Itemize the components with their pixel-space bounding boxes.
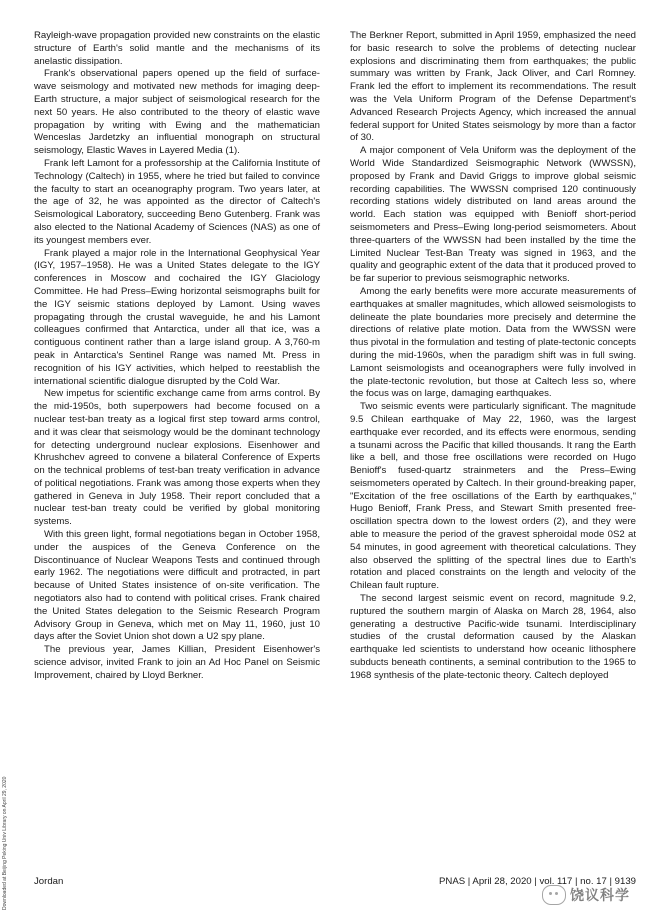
paragraph: New impetus for scientific exchange came from arms control. By the mid-1950s, both superpowers had become focused on a nuclear test-ban treaty as a logical first step toward arms control, and it was clear that seismology would be the dominant technology for detecting underground nuclear explosions. Eisenhower and Khrushchev agreed to convene a bilateral Conference of Experts on the technical problems of test-ban treaty verification in advance of political negotiations. Frank was among those experts when they gathered in Geneva in July 1958. Their report concluded that a nuclear test-ban treaty could be verified by global monitoring systems. [34, 388, 320, 528]
footer-author: Jordan [34, 876, 64, 887]
download-note: Downloaded at Beijing Peking Univ Library on April 29, 2020 [2, 776, 8, 910]
footer-journal-info: PNAS | April 28, 2020 | vol. 117 | no. 17 | 9139 [439, 876, 636, 887]
paragraph: With this green light, formal negotiations began in October 1958, under the auspices of the Geneva Conference on the Discontinuance of Nuclear Weapons Tests and continued through early 1962. The negotiations were difficult and protracted, in part because of United States insistence of on-site verification. The negotiators also had to contend with political crises. Frank chaired the United States delegation to the Seismic Research Program Advisory Group in Geneva, which met on May 11, 1960, just 10 days after the Soviet Union shot down a U2 spy plane. [34, 529, 320, 643]
paragraph: The second largest seismic event on record, magnitude 9.2, ruptured the southern margin of Alaska on March 28, 1964, also generating a destructive Pacific-wide tsunami. Interdisciplinary studies of the crustal deformation caused by the Alaskan earthquake led scientists to understand how oceanic lithosphere subducts beneath continents, a seminal contribution to the 1965 to 1968 synthesis of the plate-tectonic theory. Caltech deployed [350, 593, 636, 681]
paragraph: Frank's observational papers opened up the field of surface-wave seismology and motivated new methods for imaging deep-Earth structure, a major subject of seismological research for the next 50 years. He also contributed to the theory of elastic wave propagation by writing with Ewing and the mathematician Wenceslas Jardetzky an influential monograph on structural seismology, Elastic Waves in Layered Media (1). [34, 68, 320, 157]
wechat-icon [542, 885, 566, 905]
paragraph: Among the early benefits were more accurate measurements of earthquakes at smaller magnitudes, which allowed seismologists to delineate the plate boundaries more precisely and determine the directions of relative plate motion. Data from the WWSSN were thus pivotal in the formulation and testing of plate-tectonic concepts during the mid-1960s, when the paradigm shift was in full swing. Lamont seismologists and oceanographers were fully involved in the plate-tectonic revolution, but those at Caltech less so, where the focus was on large, damaging earthquakes. [350, 285, 636, 400]
paragraph: A major component of Vela Uniform was the deployment of the World Wide Standardized Seismographic Network (WWSSN), proposed by Frank and David Griggs to improve global seismic recording capabilities. The WWSSN comprised 120 continuously recording stations widely distributed on land areas around the world. Each station was equipped with Benioff short-period seismometers and Press–Ewing long-period seismometers. About three-quarters of the WWSSN had been installed by the time the Limited Nuclear Test-Ban Treaty was signed in 1963, and the quality and geographic extent of the data that it produced proved to be far superior to previous seismographic networks. [350, 145, 636, 285]
paragraph: Frank played a major role in the International Geophysical Year (IGY, 1957–1958). He was a United States delegate to the IGY conferences in Moscow and cochaired the IGY Glaciology Committee. He had Press–Ewing horizontal seismographs built for the IGY seismic stations deployed by Lamont. Using waves propagating through the crustal waveguide, he and his Lamont colleagues confirmed that Antarctica, under all that ice, was a contiguous continent rather than a large island group. A 3,760-m peak in Antarctica's Sentinel Range was named Mt. Press in recognition of his IGY activities, which helped to reestablish the international scientific dialogue disrupted by the Cold War. [34, 247, 320, 387]
paragraph: Rayleigh-wave propagation provided new constraints on the elastic structure of Earth's solid mantle and the mechanisms of its anelastic dissipation. [34, 30, 320, 67]
paragraph: The Berkner Report, submitted in April 1959, emphasized the need for basic research to solve the problems of detecting nuclear explosions and discriminating them from earthquakes; the public summary was written by Frank, Jack Oliver, and Carl Romney. Frank led the effort to implement its recommendations. The result was the Vela Uniform Program of the Defense Department's Advanced Research Projects Agency, which increased the annual federal support for United States seismology by more than a factor of 30. [350, 30, 636, 144]
paragraph: The previous year, James Killian, President Eisenhower's science advisor, invited Frank to join an Ad Hoc Panel on Seismic Improvement, chaired by Lloyd Berkner. [34, 644, 320, 681]
right-column [350, 30, 636, 683]
watermark-text: 饶议科学 [570, 887, 630, 903]
paragraph: Frank left Lamont for a professorship at the California Institute of Technology (Caltech) in 1955, where he tried but failed to convince the faculty to start an oceanography program. Two years later, at the age of 32, he was appointed as the director of Caltech's Seismological Laboratory, succeeding Beno Gutenberg. Frank was also elected to the National Academy of Sciences (NAS) as one of its youngest members ever. [34, 157, 320, 246]
watermark [542, 880, 652, 910]
left-column [34, 30, 320, 683]
paragraph: Two seismic events were particularly significant. The magnitude 9.5 Chilean earthquake of May 22, 1960, was the largest earthquake ever recorded, and its effects were enormous, sending a tsunami across the Pacific that killed thousands. It rang the Earth like a bell, and those free oscillations were recorded on Hugo Benioff's fused-quartz strainmeters and the Press–Ewing seismometers operated by Caltech. In their ground-breaking paper, "Excitation of the free oscillations of the Earth by earthquakes," Hugo Benioff, Frank Press, and Stewart Smith presented free-oscillation spectra down to the lowest orders (2), and they were able to measure the period of the gravest spheroidal mode 0S2 at 54 minutes, in good agreement with theoretical calculations. They also observed the splitting of the spectral lines due to Earth's rotation and placed constraints on the length and velocity of the Chilean fault rupture. [350, 401, 636, 592]
